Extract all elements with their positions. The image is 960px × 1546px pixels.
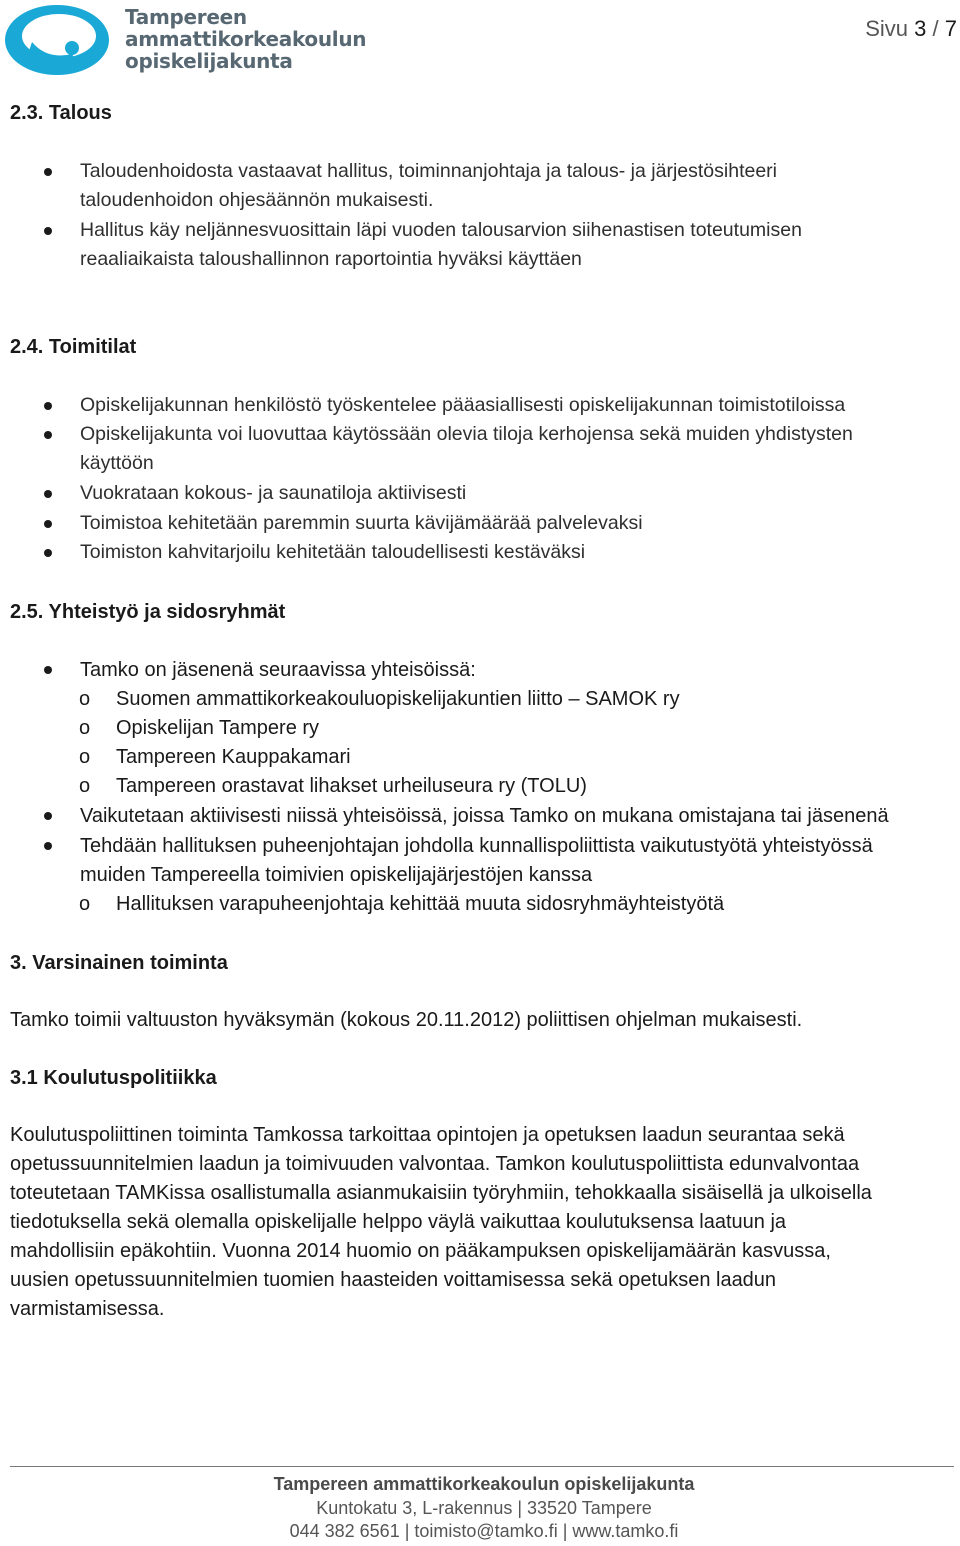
sub-list-item: Suomen ammattikorkeakouluopiskelijakuntien liitto – SAMOK ry	[116, 688, 680, 710]
paragraph-line: toteutetaan TAMKissa osallistumalla asianmukaisiin työryhmiin, tehokkaalla sisäisellä ja ulkoisella	[10, 1182, 872, 1204]
logo-text	[125, 6, 366, 72]
bullet-icon	[44, 402, 52, 410]
bullet-icon	[44, 431, 52, 439]
logo-line: Tampereen	[125, 5, 247, 29]
sub-list-item: Hallituksen varapuheenjohtaja kehittää muuta sidosryhmäyhteistyötä	[116, 893, 725, 915]
sub-bullet-marker: o	[79, 775, 91, 797]
list-item-line: Opiskelijakunnan henkilöstö työskentelee pääasiallisesti opiskelijakunnan toimistotiloissa	[80, 394, 846, 416]
paragraph-line: mahdollisiin epäkohtiin. Vuonna 2014 huomio on pääkampuksen opiskelijamäärän kasvussa,	[10, 1240, 831, 1262]
sub-bullet-marker: o	[79, 746, 91, 768]
section-heading-talous: 2.3. Talous	[10, 102, 112, 124]
list-item	[80, 391, 845, 420]
bullet-icon	[44, 842, 52, 850]
sub-list-item: Tampereen Kauppakamari	[116, 746, 351, 768]
sub-list-item: Tampereen orastavat lihakset urheiluseura ry (TOLU)	[116, 775, 587, 797]
list-item	[80, 216, 802, 274]
section-heading-varsinainen: 3. Varsinainen toiminta	[10, 952, 228, 974]
paragraph-line: tiedotuksella sekä olemalla opiskelijalle helppo väylä vaikuttaa koulutuksensa laatuun ja	[10, 1211, 787, 1233]
list-item: Tamko on jäsenenä seuraavissa yhteisöissä:	[80, 659, 476, 681]
paragraph	[10, 1121, 872, 1324]
sub-bullet-marker: o	[79, 893, 91, 915]
sub-bullet-marker: o	[79, 688, 91, 710]
list-item-line: Vuokrataan kokous- ja saunatiloja aktiivisesti	[80, 482, 467, 504]
list-item	[80, 479, 466, 508]
page-prefix: Sivu	[865, 16, 908, 41]
list-item-line: Toimistoa kehitetään paremmin suurta kävijämäärää palvelevaksi	[80, 512, 643, 534]
bullet-icon	[44, 549, 52, 557]
list-item-line: Hallitus käy neljännesvuosittain läpi vuoden talousarvion siihenastisen toteutumisen	[80, 219, 802, 241]
list-item-line: Toimiston kahvitarjoilu kehitetään taloudellisesti kestäväksi	[80, 541, 586, 563]
section-heading-yhteistyo: 2.5. Yhteistyö ja sidosryhmät	[10, 601, 286, 623]
footer-divider	[10, 1466, 954, 1467]
list-item-line: Opiskelijakunta voi luovuttaa käytössään olevia tiloja kerhojensa sekä muiden yhdistysten	[80, 423, 853, 445]
paragraph-line: opetussuunnitelmien laadun ja toimivuuden valvontaa. Tamkon koulutuspoliittista edunvalvontaa	[10, 1153, 860, 1175]
footer-address: Kuntokatu 3, L-rakennus | 33520 Tampere	[316, 1498, 652, 1518]
paragraph-line: varmistamisessa.	[10, 1298, 165, 1320]
paragraph-line: uusien opetussuunnitelmien tuomien haasteiden voittamisessa sekä opetuksen laadun	[10, 1269, 777, 1291]
list-item-line: muiden Tampereella toimivien opiskelijajärjestöjen kanssa	[80, 864, 593, 886]
paragraph: Tamko toimii valtuuston hyväksymän (kokous 20.11.2012) poliittisen ohjelman mukaisesti.	[10, 1009, 803, 1031]
logo-line: opiskelijakunta	[125, 49, 293, 73]
list-item	[80, 509, 643, 538]
section-heading-koulutus: 3.1 Koulutuspolitiikka	[10, 1067, 217, 1089]
list-item-line: Tehdään hallituksen puheenjohtajan johdolla kunnallispoliittista vaikutustyötä yhteistyössä	[80, 835, 873, 857]
bullet-icon	[44, 490, 52, 498]
section-heading-toimitilat: 2.4. Toimitilat	[10, 336, 137, 358]
list-item	[80, 832, 873, 890]
bullet-icon	[44, 812, 52, 820]
page-separator: /	[932, 16, 939, 41]
logo-line: ammattikorkeakoulun	[125, 27, 367, 51]
page-total: 7	[944, 16, 957, 41]
logo-icon	[2, 2, 112, 78]
list-item	[80, 157, 777, 215]
sub-list-item: Opiskelijan Tampere ry	[116, 717, 320, 739]
list-item-line: käyttöön	[80, 452, 154, 474]
bullet-icon	[44, 227, 52, 235]
list-item	[80, 538, 585, 567]
page-current: 3	[914, 16, 927, 41]
footer-contact: 044 382 6561 | toimisto@tamko.fi | www.tamko.fi	[289, 1521, 679, 1541]
page-number	[865, 16, 957, 42]
bullet-icon	[44, 666, 52, 674]
list-item-line: taloudenhoidon ohjesäännön mukaisesti.	[80, 189, 434, 211]
bullet-icon	[44, 168, 52, 176]
bullet-icon	[44, 520, 52, 528]
list-item: Vaikutetaan aktiivisesti niissä yhteisöissä, joissa Tamko on mukana omistajana tai jäsenenä	[80, 805, 889, 827]
footer-org: Tampereen ammattikorkeakoulun opiskelijakunta	[273, 1474, 695, 1494]
list-item-line: reaaliaikaista taloushallinnon raportointia hyväksi käyttäen	[80, 248, 582, 270]
paragraph-line: Koulutuspoliittinen toiminta Tamkossa tarkoittaa opintojen ja opetuksen laadun seurantaa sekä	[10, 1124, 845, 1146]
list-item	[80, 420, 853, 478]
sub-bullet-marker: o	[79, 717, 91, 739]
list-item-line: Taloudenhoidosta vastaavat hallitus, toiminnanjohtaja ja talous- ja järjestösihteeri	[80, 160, 778, 182]
